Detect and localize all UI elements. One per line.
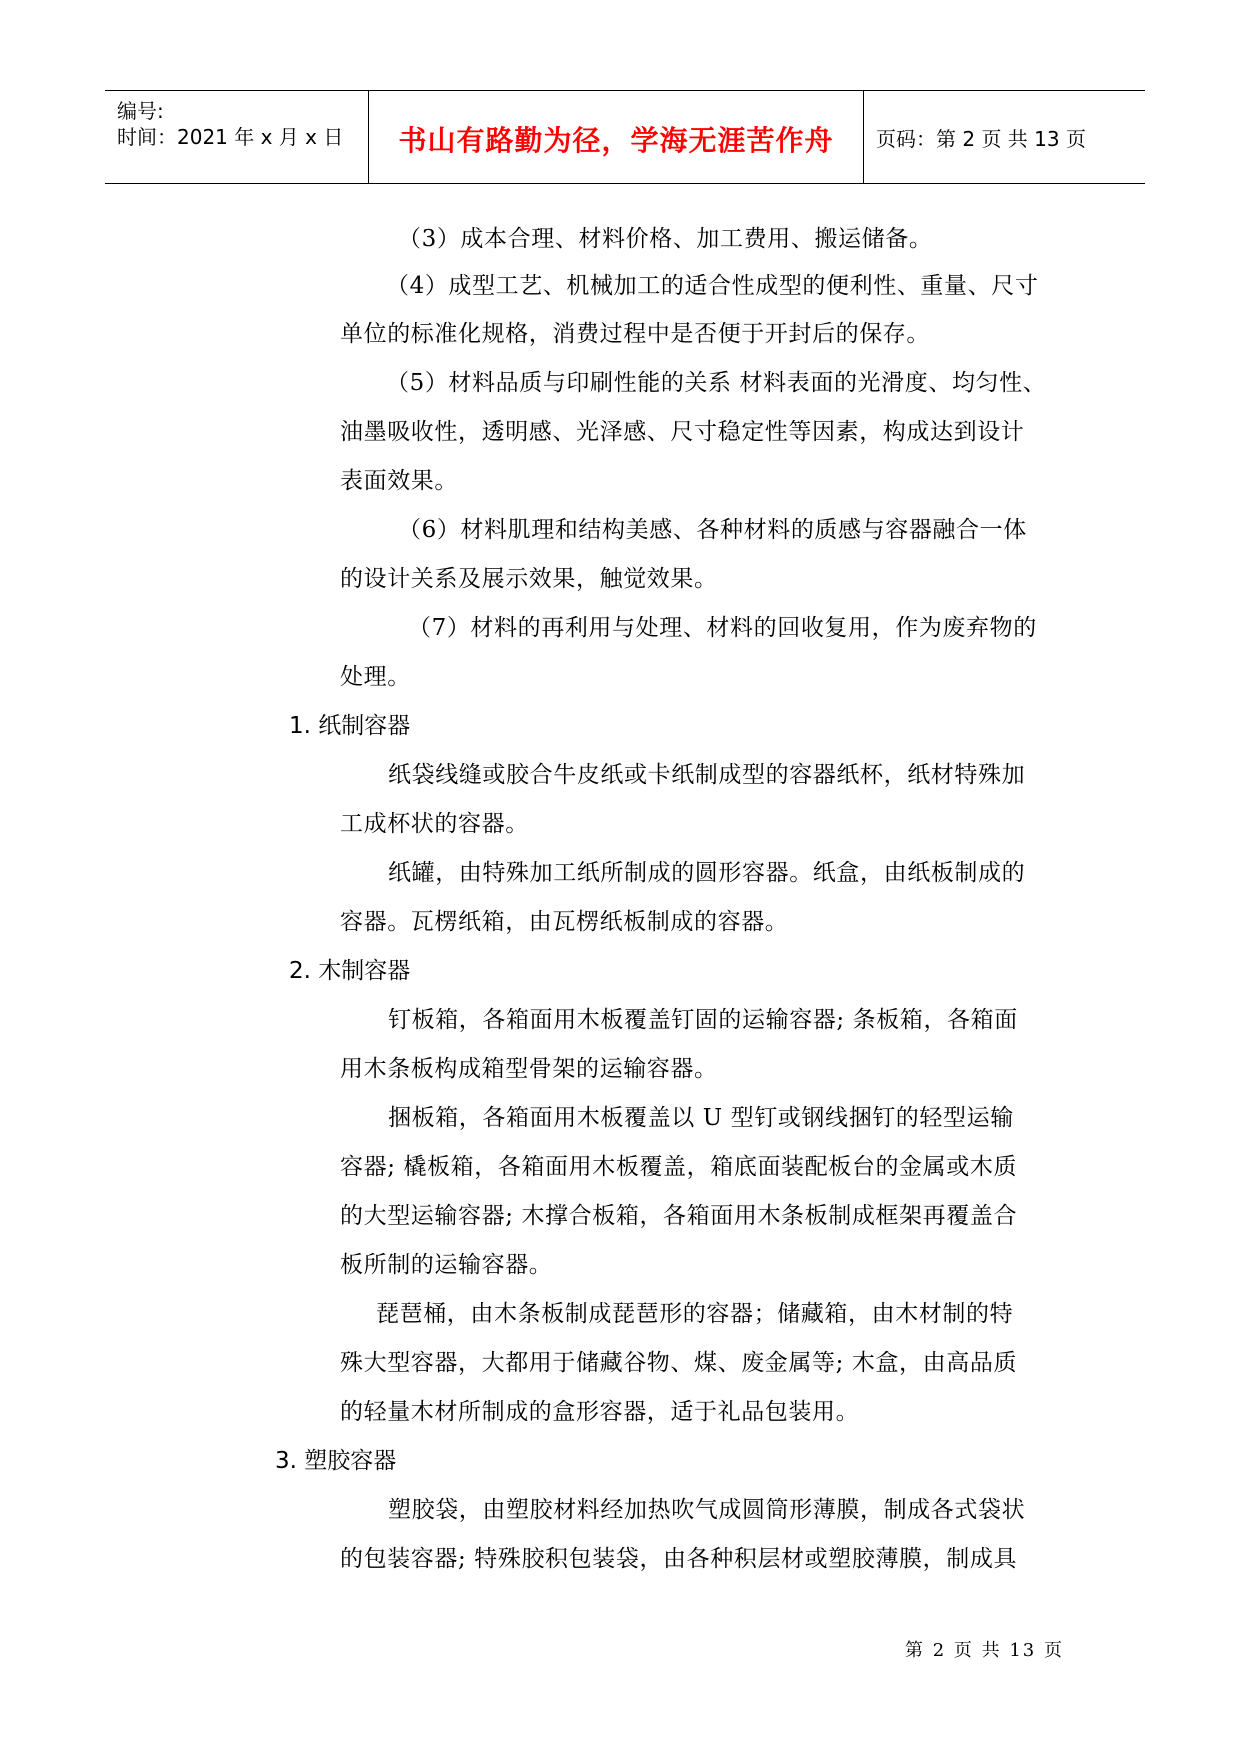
header-motto-cell	[369, 91, 864, 183]
paragraph-line: （3）成本合理、材料价格、加工费用、搬运储备。	[398, 226, 933, 252]
paragraph-line: 的设计关系及展示效果，触觉效果。	[340, 566, 718, 592]
paragraph-line: 的轻量木材所制成的盒形容器，适于礼品包装用。	[340, 1399, 860, 1425]
paragraph-line: 纸袋线缝或胶合牛皮纸或卡纸制成型的容器纸杯，纸材特殊加	[388, 762, 1026, 788]
motto-text: 书山有路勤为径，学海无涯苦作舟	[398, 124, 834, 157]
page-info: 页码：第 2 页 共 13 页	[876, 127, 1086, 151]
header-page-cell	[864, 91, 1144, 183]
paragraph-line: 容器; 橇板箱，各箱面用木板覆盖，箱底面装配板台的金属或木质	[340, 1154, 1018, 1180]
paragraph-line: 琵琶桶，由木条板制成琵琶形的容器；储藏箱，由木材制的特	[376, 1301, 1014, 1327]
serial-number-label: 编号:	[117, 99, 164, 123]
section-heading-plastic: 3. 塑胶容器	[275, 1448, 397, 1474]
paragraph-line: 油墨吸收性，透明感、光泽感、尺寸稳定性等因素，构成达到设计	[340, 419, 1025, 445]
paragraph-line: （7）材料的再利用与处理、材料的回收复用，作为废弃物的	[408, 615, 1037, 641]
paragraph-line: 捆板箱，各箱面用木板覆盖以 U 型钉或钢线捆钉的轻型运输	[388, 1105, 1014, 1131]
paragraph-line: 表面效果。	[340, 468, 458, 494]
time-label: 时间：2021 年 x 月 x 日	[117, 125, 344, 149]
paragraph-line: 容器。瓦楞纸箱，由瓦楞纸板制成的容器。	[340, 909, 789, 935]
header-meta-cell	[105, 91, 369, 183]
section-heading-wood: 2. 木制容器	[289, 958, 411, 984]
paragraph-line: 单位的标准化规格，消费过程中是否便于开封后的保存。	[340, 321, 930, 347]
paragraph-line: 的大型运输容器; 木撑合板箱，各箱面用木条板制成框架再覆盖合	[340, 1203, 1018, 1229]
paragraph-line: 板所制的运输容器。	[340, 1252, 553, 1278]
paragraph-line: 用木条板构成箱型骨架的运输容器。	[340, 1056, 718, 1082]
paragraph-line: 钉板箱，各箱面用木板覆盖钉固的运输容器; 条板箱，各箱面	[388, 1007, 1018, 1033]
paragraph-line: （5）材料品质与印刷性能的关系 材料表面的光滑度、均匀性、	[386, 370, 1047, 396]
page-header	[105, 90, 1145, 184]
paragraph-line: 工成杯状的容器。	[340, 811, 529, 837]
paragraph-line: （4）成型工艺、机械加工的适合性成型的便利性、重量、尺寸	[386, 273, 1039, 299]
paragraph-line: 纸罐，由特殊加工纸所制成的圆形容器。纸盒，由纸板制成的	[388, 860, 1026, 886]
page-footer: 第 2 页 共 13 页	[905, 1640, 1064, 1661]
paragraph-line: （6）材料肌理和结构美感、各种材料的质感与容器融合一体	[398, 517, 1027, 543]
paragraph-line: 的包装容器; 特殊胶积包装袋，由各种积层材或塑胶薄膜，制成具	[340, 1546, 1018, 1572]
section-heading-paper: 1. 纸制容器	[289, 713, 411, 739]
paragraph-line: 殊大型容器，大都用于储藏谷物、煤、废金属等; 木盒，由高品质	[340, 1350, 1018, 1376]
paragraph-line: 处理。	[340, 664, 411, 690]
paragraph-line: 塑胶袋，由塑胶材料经加热吹气成圆筒形薄膜，制成各式袋状	[388, 1497, 1026, 1523]
